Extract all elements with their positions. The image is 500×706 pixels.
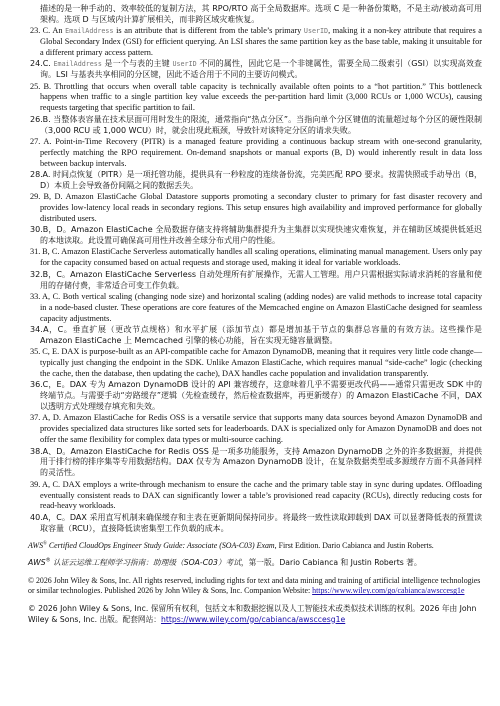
answer-number: 39. xyxy=(30,479,41,489)
answer-item xyxy=(30,347,482,380)
answer-text: A，C。垂直扩展（更改节点规格）和水平扩展（添加节点）都是增加基于节点的集群总容量的有效方法。这些操作是 Amazon ElastiCache 上 Memcached 引擎的核心功能，旨在实现无缝容量调整。 xyxy=(40,324,482,345)
answer-item xyxy=(30,380,482,413)
answer-item xyxy=(30,270,482,292)
answer-number: 25. xyxy=(30,81,41,91)
book-citation-zh xyxy=(28,558,482,569)
answer-text: A. 时间点恢复（PITR）是一项托管功能，提供具有一秒粒度的连续备份流，完美匹配 RPO 要求。按需快照或手动导出（B，D）本质上会导致备份间隔之间的数据丢失。 xyxy=(40,169,482,190)
answer-item xyxy=(30,192,482,225)
inline-code: UserID xyxy=(303,27,329,36)
book-edition-zh: ，第一版。Dario Cabianca 和 Justin Roberts 著。 xyxy=(240,558,422,568)
answer-number: 31. xyxy=(30,247,41,257)
answer-text: B. 当整体表容量在技术层面可用时发生的限流，通常指向“热点分区”。当指向单个分区键值的流量超过每个分区的硬性限制（3,000 RCU 或 1,000 WCU）时，就会出现此瓶颈，导致针对该特定分区的请求失败。 xyxy=(40,114,483,135)
answer-item xyxy=(30,325,482,347)
answer-item xyxy=(30,292,482,325)
answer-text: A, D. Amazon ElastiCache for Redis OSS is a versatile service that supports many data sources beyond Amazon DynamoDB and provides specialized data structures like sorted sets for leaderboards. DAX is specialized only for Amazon DynamoDB and does not offer the same flexibility for complex data types or multi-source caching. xyxy=(40,413,482,445)
answer-item xyxy=(30,26,482,59)
answer-number: 33. xyxy=(30,291,41,301)
answer-item xyxy=(30,4,482,26)
inline-code: EmailAddress xyxy=(53,60,102,69)
answer-text: B, C. Amazon ElastiCache Serverless automatically handles all scaling operations, eliminating manual management. Users only pay for the capacity consumed based on actual requests and storage used, making it ideal for variable workloads. xyxy=(40,247,482,268)
companion-website-link-en[interactable]: https://www.wiley.com/go/cabianca/awsccesg1e xyxy=(312,586,465,596)
answer-number: 35. xyxy=(30,347,41,357)
answer-number: 23. xyxy=(30,26,41,36)
answer-number: 27. xyxy=(30,136,41,146)
answer-text: 是一个与表的主键 xyxy=(101,59,173,69)
answer-number: 29. xyxy=(30,192,41,202)
answer-text: A, C. DAX employs a write-through mechanism to ensure the cache and the primary table stay in sync during updates. Offloading eventually consistent reads to DAX can significantly lower a table’s provisioned read capacity (RCUs), directly reducing costs for read-heavy workloads. xyxy=(40,479,482,511)
answer-number: 24. xyxy=(30,59,43,69)
answer-number: 36. xyxy=(30,380,43,390)
answer-text: B, D. Amazon ElastiCache Global Datastore supports promoting a secondary cluster to primary for fast disaster recovery and provides low-latency local reads in secondary regions. This setup ensures high availability and improved performance for globally distributed users. xyxy=(40,192,482,223)
book-edition-en: , First Edition. Dario Cabianca and Justin Roberts. xyxy=(274,540,434,550)
answer-text: B. Throttling that occurs when overall table capacity is technically available often points to a “hot partition.” This bottleneck happens when traffic to a single partition key value exceeds the per-partition hard limit (3,000 RCUs or 1,000 WCUs), causing requests targeting that specific partition to fail. xyxy=(40,81,483,113)
answer-text: C, E. DAX is purpose-built as an API-compatible cache for Amazon DynamoDB, meaning that it requires very little code change—typically just changing the endpoint in the SDK. Unlike Amazon ElastiCache, which requires manual “side-cache” logic (checking the cache, then the database, then updating the cache), DAX handles cache population and invalidation transparently. xyxy=(40,347,483,378)
answer-item xyxy=(30,413,482,446)
answer-text: C. xyxy=(42,59,54,69)
copyright-zh-text: © 2026 John Wiley & Sons, Inc. 保留所有权利，包括文本和数据挖掘以及人工智能技术或类似技术训练的权利。2026 年由 John Wiley & Sons, Inc. 出版。配套网站： xyxy=(28,603,477,624)
book-title-en: AWS® Certified CloudOps Engineer Study Guide: Associate (SOA-C03) Exam xyxy=(28,540,275,550)
answer-number: 30. xyxy=(30,225,43,235)
answer-item xyxy=(30,447,482,480)
answer-text: , making it a non-key attribute that requires a Global Secondary Index (GSI) for efficient querying. An LSI shares the same partition key as the base table, making it unsuitable for a different primary access pattern. xyxy=(40,26,482,58)
answer-text: A，C。DAX 采用直写机制来确保缓存和主表在更新期间保持同步。将最终一致性读取卸载到 DAX 可以显著降低表的预置读取容量（RCU），直接降低读密集型工作负载的成本。 xyxy=(40,512,482,533)
answer-item xyxy=(30,170,482,192)
answer-item xyxy=(30,480,482,513)
answer-list xyxy=(30,4,482,535)
answer-text: A、D。Amazon ElastiCache for Redis OSS 是一项多功能服务，支持 Amazon DynamoDB 之外的许多数据源，并提供用于排行榜的排序集等专用数据结构。DAX 仅专为 Amazon DynamoDB 设计，在复杂数据类型或多源缓存方面不具备同样的灵活性。 xyxy=(40,446,482,478)
answer-item xyxy=(30,115,482,137)
answer-text: 描述的是一种手动的、效率较低的复制方法，其 RPO/RTO 高于全局数据库。选项 C 是一种备份策略，不是主动/被动高可用架构。选项 D 与区域内计算扩展相关，而非跨区域灾难恢复。 xyxy=(40,4,482,24)
companion-website-link-zh[interactable]: https://www.wiley.com/go/cabianca/awsccesg1e xyxy=(160,614,346,624)
inline-code: UserID xyxy=(172,60,197,69)
answer-number: 38. xyxy=(30,446,43,456)
book-citation-en xyxy=(28,541,482,552)
answer-text: A. Point-in-Time Recovery (PITR) is a managed feature providing a continuous backup stream with one-second granularity, perfectly matching the RPO requirement. On-demand snapshots or manual exports (B, D) would inherently result in data loss between backup intervals. xyxy=(40,136,482,168)
answer-item xyxy=(30,82,482,115)
answer-item xyxy=(30,225,482,247)
answer-number: 34. xyxy=(30,324,43,334)
answer-number: 28. xyxy=(30,169,43,179)
answer-item xyxy=(30,247,482,269)
copyright-en xyxy=(28,576,482,597)
answer-text: B，C。Amazon ElastiCache Serverless 自动处理所有扩展操作，无需人工管理。用户只需根据实际请求消耗的容量和使用的存储付费，非常适合可变工作负载。 xyxy=(40,269,482,290)
book-footer xyxy=(28,541,482,626)
copyright-en-text: © 2026 John Wiley & Sons, Inc. All rights reserved, including rights for text and data mining and training of artificial intelligence technologies or similar technologies. Published 2026 by John Wiley & Sons, Inc. Companion Website: xyxy=(28,575,481,596)
answer-number: 37. xyxy=(30,413,41,423)
answer-number: 40. xyxy=(30,512,43,522)
answer-text: A, C. Both vertical scaling (changing node size) and horizontal scaling (adding nodes) are valid methods to increase total capacity in a node-based cluster. These operations are core features of the Memcached engine on Amazon ElastiCache designed for seamless capacity adjustments. xyxy=(40,291,482,323)
answer-item xyxy=(30,513,482,535)
copyright-zh xyxy=(28,604,482,625)
answer-text: 不同的属性，因此它是一个非键属性，需要全局二级索引（GSI）以实现高效查询。LSI 与基表共享相同的分区键，因此不适合用于不同的主要访问模式。 xyxy=(40,59,482,80)
answer-number: 26. xyxy=(30,114,43,124)
book-title-zh: AWS® 认证云运维工程师学习指南：助理级（SOA-C03）考试 xyxy=(28,557,241,568)
answer-number: 32. xyxy=(30,269,43,279)
inline-code: EmailAddress xyxy=(65,27,114,36)
answer-item xyxy=(30,137,482,170)
answer-item xyxy=(30,59,482,81)
answer-text: is an attribute that is different from the table’s primary xyxy=(113,26,304,36)
answer-text: C，E。DAX 专为 Amazon DynamoDB 设计的 API 兼容缓存，这意味着几乎不需要更改代码——通常只需更改 SDK 中的终端节点。与需要手动“旁路缓存”逻辑（先检查缓存，然后检查数据库，再更新缓存）的 Amazon ElastiCache 不同，DAX 以透明方式处理缓存填充和失效。 xyxy=(40,380,482,412)
answer-text: B，D。Amazon ElastiCache 全局数据存储支持将辅助集群提升为主集群以实现快速灾难恢复，并在辅助区域提供低延迟的本地读取。此设置可确保高可用性并改善全球分布式用户的性能。 xyxy=(40,225,482,246)
answer-text: C. An xyxy=(42,26,66,36)
